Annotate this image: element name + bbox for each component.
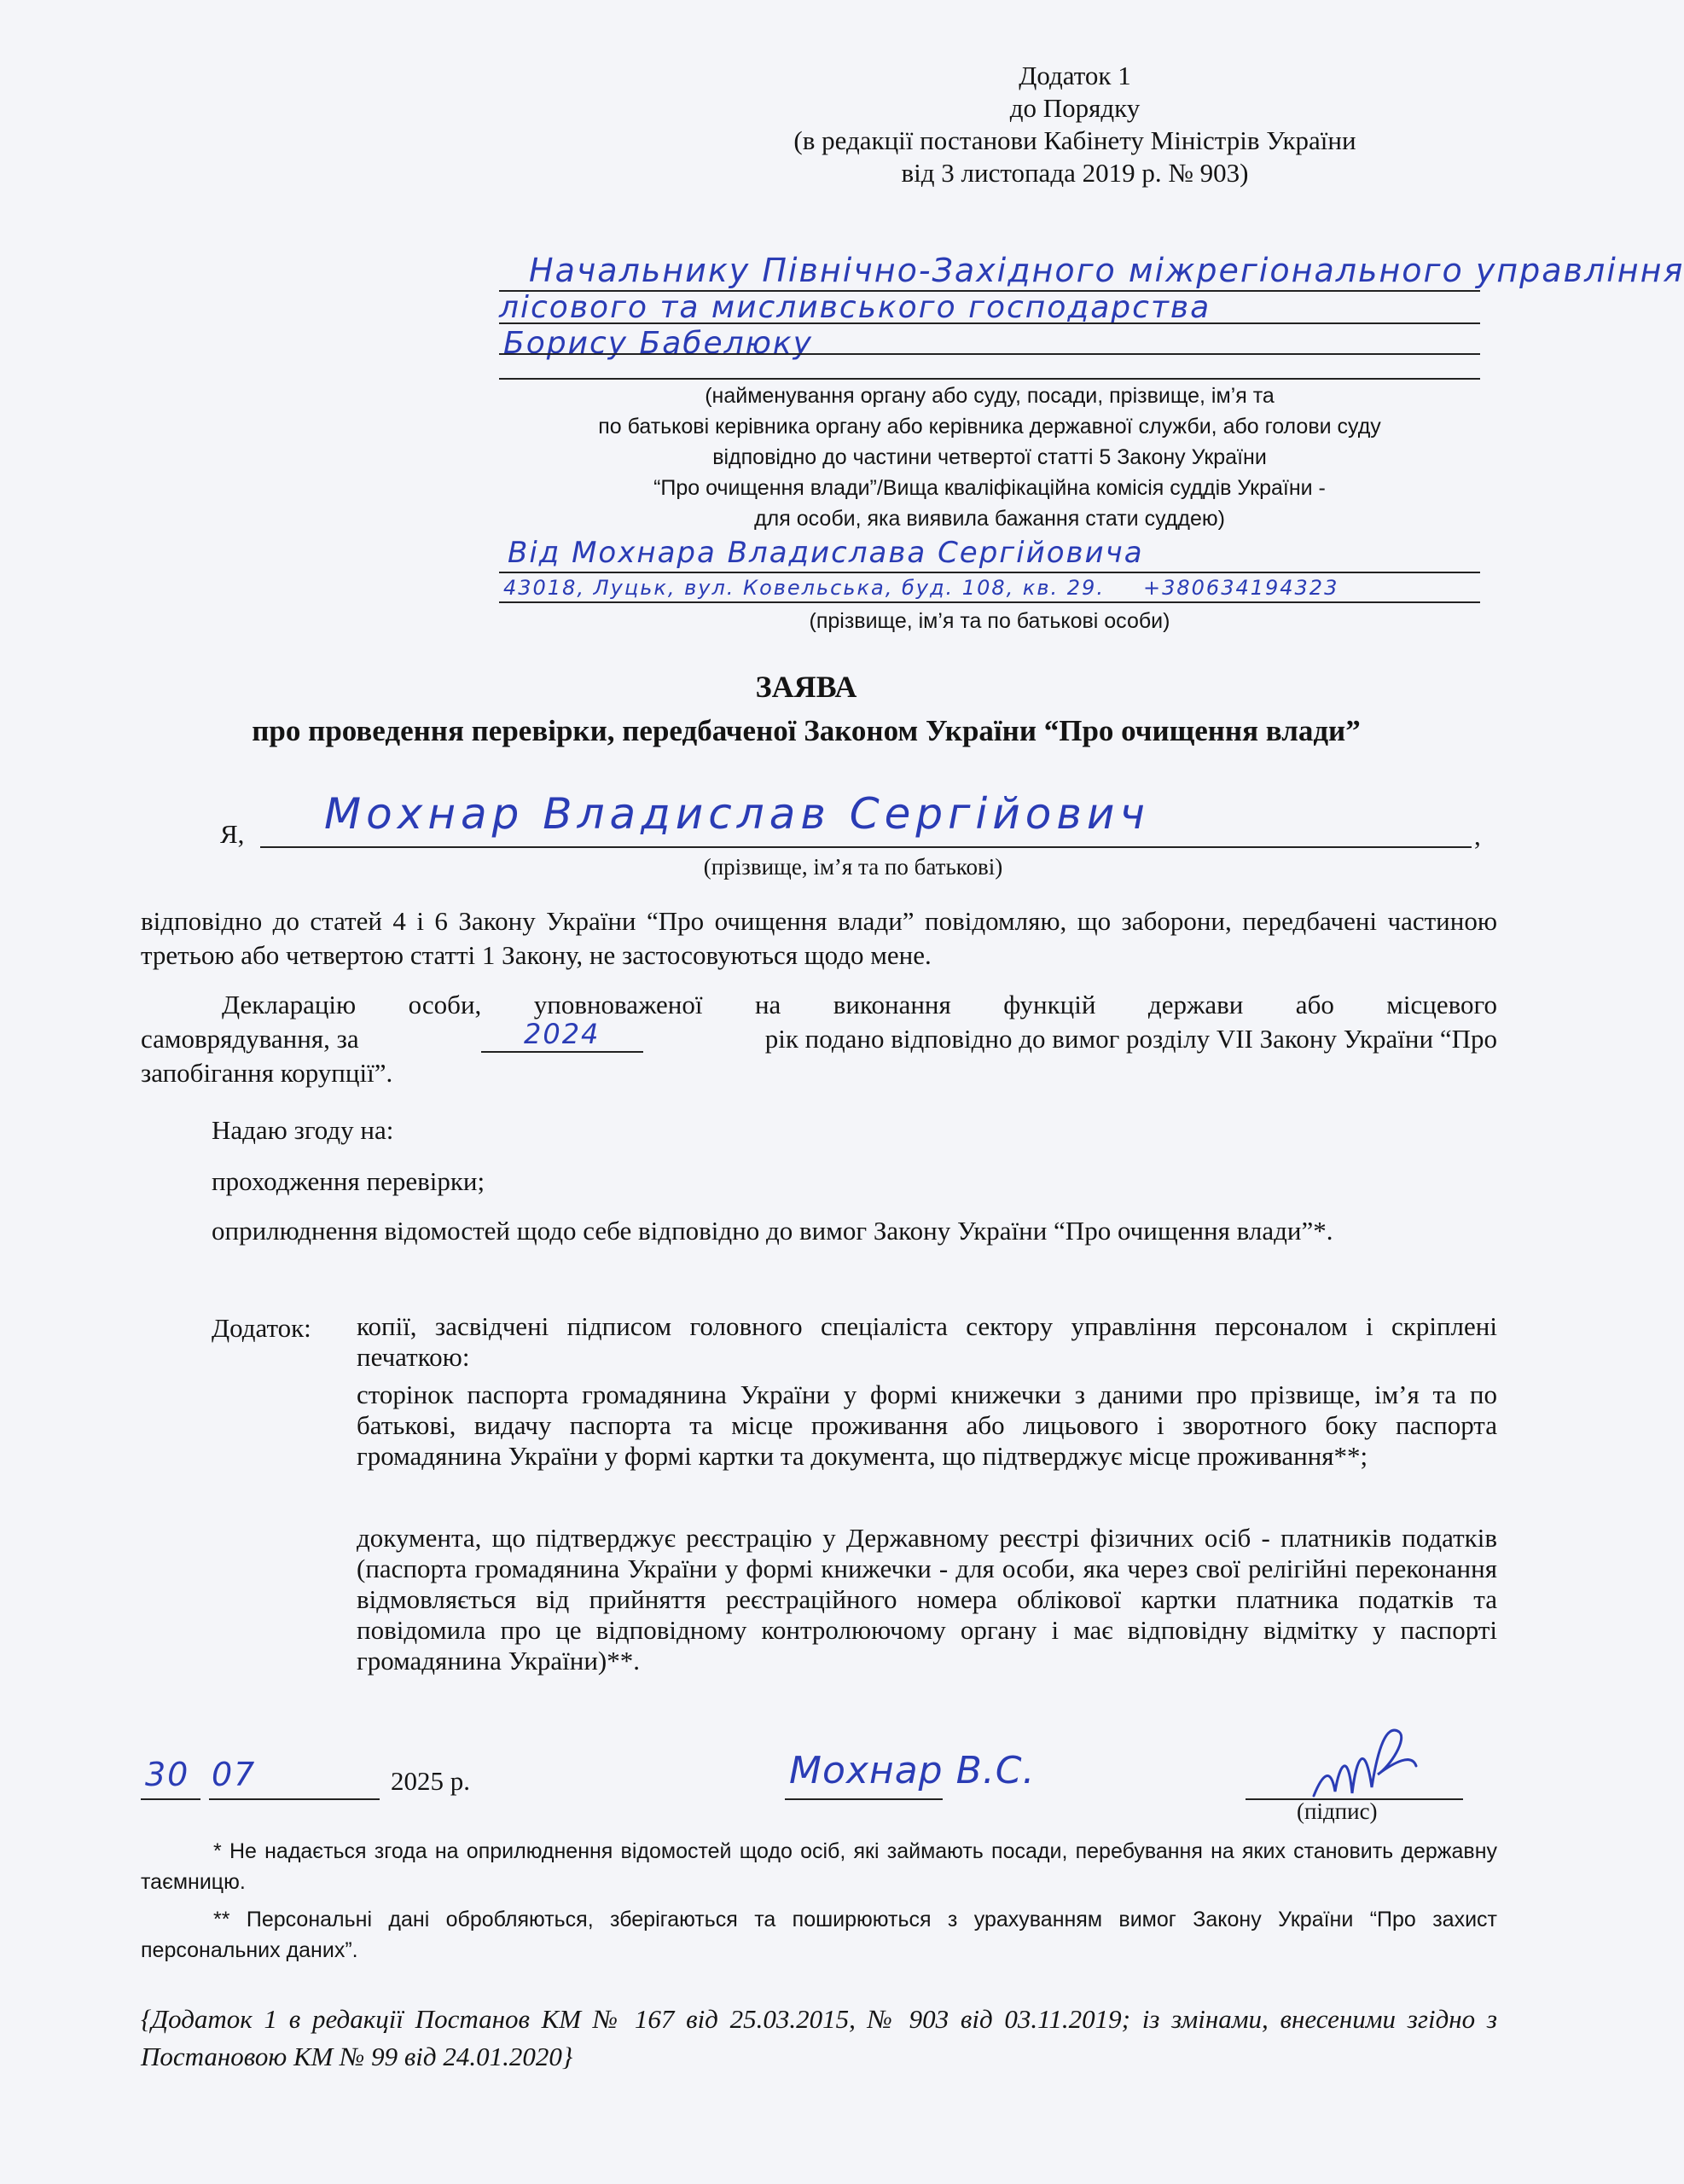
year-field [481,1018,643,1053]
document-subtitle: про проведення перевірки, передбаченої Законом України “Про очищення влади” [252,714,1361,747]
header-line-3: (в редакції постанови Кабінету Міністрів України [793,125,1356,155]
addressee-handwritten-2: лісового та мисливського господарства [499,290,1211,325]
signer-name-line [785,1798,943,1800]
header-line-2: до Порядку [1009,93,1141,123]
addressee-line-2 [499,322,1480,324]
statement-paragraph-1: відповідно до статей 4 і 6 Закону України “Про очищення влади” повідомляю, що заборони, передбачені частиною третьою або четвертою статті 1 Закону, не застосовуються щодо мене. [141,906,1497,970]
name-comma: , [1474,821,1481,851]
name-line [260,846,1472,848]
date-month-handwritten: 07 [212,1756,257,1793]
date-year: 2025 р. [391,1766,470,1796]
name-caption: (прізвище, ім’я та по батькові) [703,854,1003,880]
signature-scribble-icon [1297,1715,1425,1809]
document-header [648,60,1501,189]
para2-pre: самоврядування, за [141,1024,359,1054]
date-day-line [141,1798,200,1800]
date-day-handwritten: 30 [145,1756,190,1793]
statement-paragraph-2-line-1: Декларацію особи, уповноваженої на виконання функцій держави або місцевого [222,990,1497,1019]
attachment-item-0: копії, засвідчені підписом головного спеціаліста сектору управління персоналом і скріплені печаткою: [357,1311,1497,1372]
attachment-label: Додаток: [212,1313,311,1343]
sender-handwritten-phone: +380634194323 [1143,576,1339,600]
addressee-caption: (найменування органу або суду, посади, прізвище, ім’я та по батькові керівника органу або керівника державної служби, або голови суду відповідно до частини четвертої статті 5 Закону України “Про очищення влади”/Вища кваліфікаційна комісія суддів України - для особи, яка виявила бажання стати суддею) [598,384,1381,531]
addressee-handwritten-1: Начальнику Північно-Західного міжрегіонального управління [529,252,1684,289]
sender-handwritten-address: 43018, Луцьк, вул. Ковельська, буд. 108, кв. 29. [503,576,1105,600]
year-handwritten: 2024 [523,1018,601,1050]
consent-label: Надаю згоду на: [212,1115,394,1145]
document-title: ЗАЯВА [755,670,857,704]
applicant-handwritten-name: Мохнар Владислав Сергійович [324,789,1150,839]
addressee-line-4 [499,378,1480,380]
sender-caption: (прізвище, ім’я та по батькові особи) [809,609,1170,633]
header-line-1: Додаток 1 [1019,61,1131,90]
addressee-line-3 [499,353,1480,355]
statement-paragraph-2-line-2 [141,1018,1497,1056]
addressee-handwritten-3: Борису Бабелюку [503,326,813,361]
footnote-1: * Не надається згода на оприлюднення відомостей щодо осіб, які займають посади, перебування на яких становить державну таємницю. [141,1839,1497,1894]
footnote-2: ** Персональні дані обробляються, зберігаються та поширюються з урахуванням вимог Закону України “Про захист персональних даних”. [141,1908,1497,1962]
header-line-4: від 3 листопада 2019 р. № 903) [901,158,1249,188]
attachment-item-2: документа, що підтверджує реєстрацію у Державному реєстрі фізичних осіб - платників податків (паспорта громадянина України у формі книжечки - для особи, яка через свої релігійні переконання відмовляється від прийняття реєстраційного номера облікової картки платника податків та повідомила про це відповідному контролюючому органу і має відповідну відмітку у паспорті громадянина України)**. [357,1523,1497,1676]
sender-line-1 [499,572,1480,573]
i-label: Я, [220,819,245,849]
para2-post: рік подано відповідно до вимог розділу VII Закону України “Про [764,1024,1497,1054]
consent-item-1: проходження перевірки; [212,1166,485,1196]
signer-handwritten-name: Мохнар В.С. [789,1749,1036,1792]
attachment-item-1: сторінок паспорта громадянина України у формі книжечки з даними про прізвище, ім’я та по батькові, видачу паспорта та місце проживання або лицьового і зворотного боку паспорта громадянина України у формі картки та документа, що підтверджує місце проживання**; [357,1380,1497,1471]
date-month-line [209,1798,380,1800]
consent-item-2: оприлюднення відомостей щодо себе відповідно до вимог Закону України “Про очищення влади”*. [212,1216,1333,1246]
signature-caption: (підпис) [1297,1798,1378,1824]
editorial-note: {Додаток 1 в редакції Постанов КМ № 167 від 25.03.2015, № 903 від 03.11.2019; із змінами, внесеними згідно з Постановою КМ № 99 від 24.01.2020} [141,2004,1497,2071]
sender-line-2 [499,601,1480,603]
sender-handwritten-1: Від Мохнара Владислава Сергійовича [508,536,1144,570]
statement-paragraph-2-line-3: запобігання корупції”. [141,1058,393,1088]
